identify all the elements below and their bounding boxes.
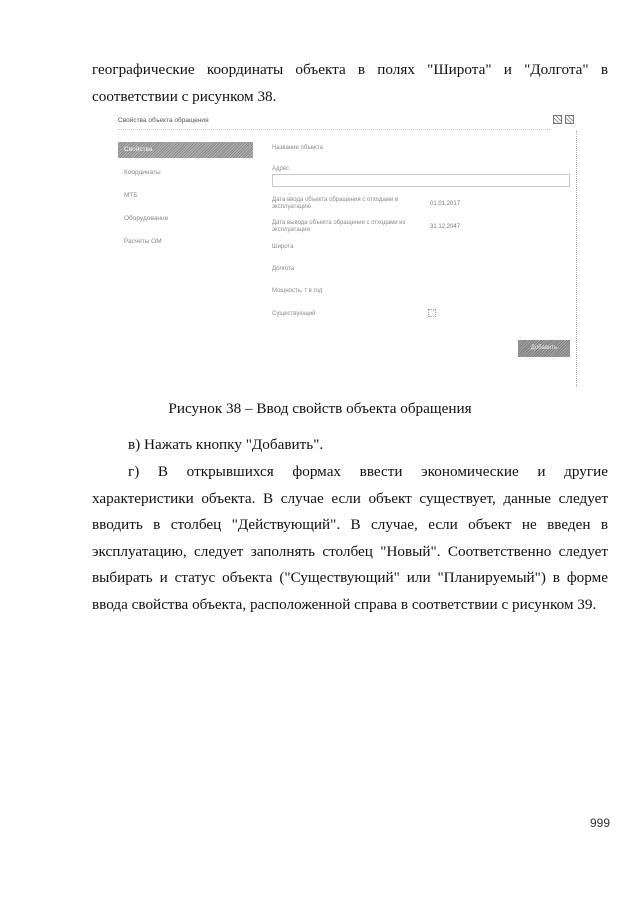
date-close-label: Дата вывода объекта обращения с отходами из эксплуатации <box>272 220 406 233</box>
window-right-border <box>576 131 577 387</box>
latitude-label: Широта <box>272 244 294 250</box>
existing-checkbox[interactable] <box>428 309 436 317</box>
capacity-label: Мощность, т в год <box>272 288 323 294</box>
tab-equipment[interactable]: Оборудование <box>124 215 169 222</box>
page-number: 999 <box>589 816 610 830</box>
tab-calculations[interactable]: Расчеты ОМ <box>124 238 162 245</box>
existing-label: Существующий <box>272 311 316 317</box>
tab-coordinates[interactable]: Координаты <box>124 169 161 176</box>
tab-properties[interactable]: Свойства <box>118 142 253 158</box>
intro-line-1: географические координаты объекта в полях "Широта" и "Долгота" в <box>92 61 608 78</box>
window-title: Свойства объекта обращения <box>118 117 209 124</box>
date-enter-value[interactable]: 01.01.2017 <box>430 201 461 207</box>
object-name-label: Название объекта <box>272 145 323 151</box>
tab-mtb[interactable]: МТБ <box>124 192 138 199</box>
address-label: Адрес <box>272 166 290 172</box>
longitude-label: Долгота <box>272 266 295 272</box>
close-icon[interactable] <box>565 115 574 124</box>
title-divider <box>118 129 550 130</box>
date-close-value[interactable]: 31.12.2047 <box>430 224 461 230</box>
minimize-icon[interactable] <box>553 115 562 124</box>
add-button[interactable]: Добавить <box>518 340 570 357</box>
step-g-paragraph: г) В открывшихся формах ввести экономические и другие характеристики объекта. В случае если объект существует, данные следует вводить в столбец "Действующий". В случае, если объект не введен в эксплуатацию, следует заполнять столбец "Новый". Соответственно следует выбирать и статус объекта ("Существующий" или "Планируемый") в форме ввода свойства объекта, расположенной справа в соответствии с рисунком 39. <box>92 463 608 613</box>
intro-line-2: соответствии с рисунком 38. <box>92 88 277 105</box>
date-enter-label: Дата ввода объекта обращения с отходами в эксплуатацию <box>272 197 399 210</box>
figure-caption: Рисунок 38 – Ввод свойств объекта обращения <box>168 400 472 417</box>
address-input[interactable] <box>272 174 570 187</box>
figure-38-screenshot <box>110 113 580 389</box>
step-v-paragraph: в) Нажать кнопку "Добавить". <box>128 436 324 453</box>
